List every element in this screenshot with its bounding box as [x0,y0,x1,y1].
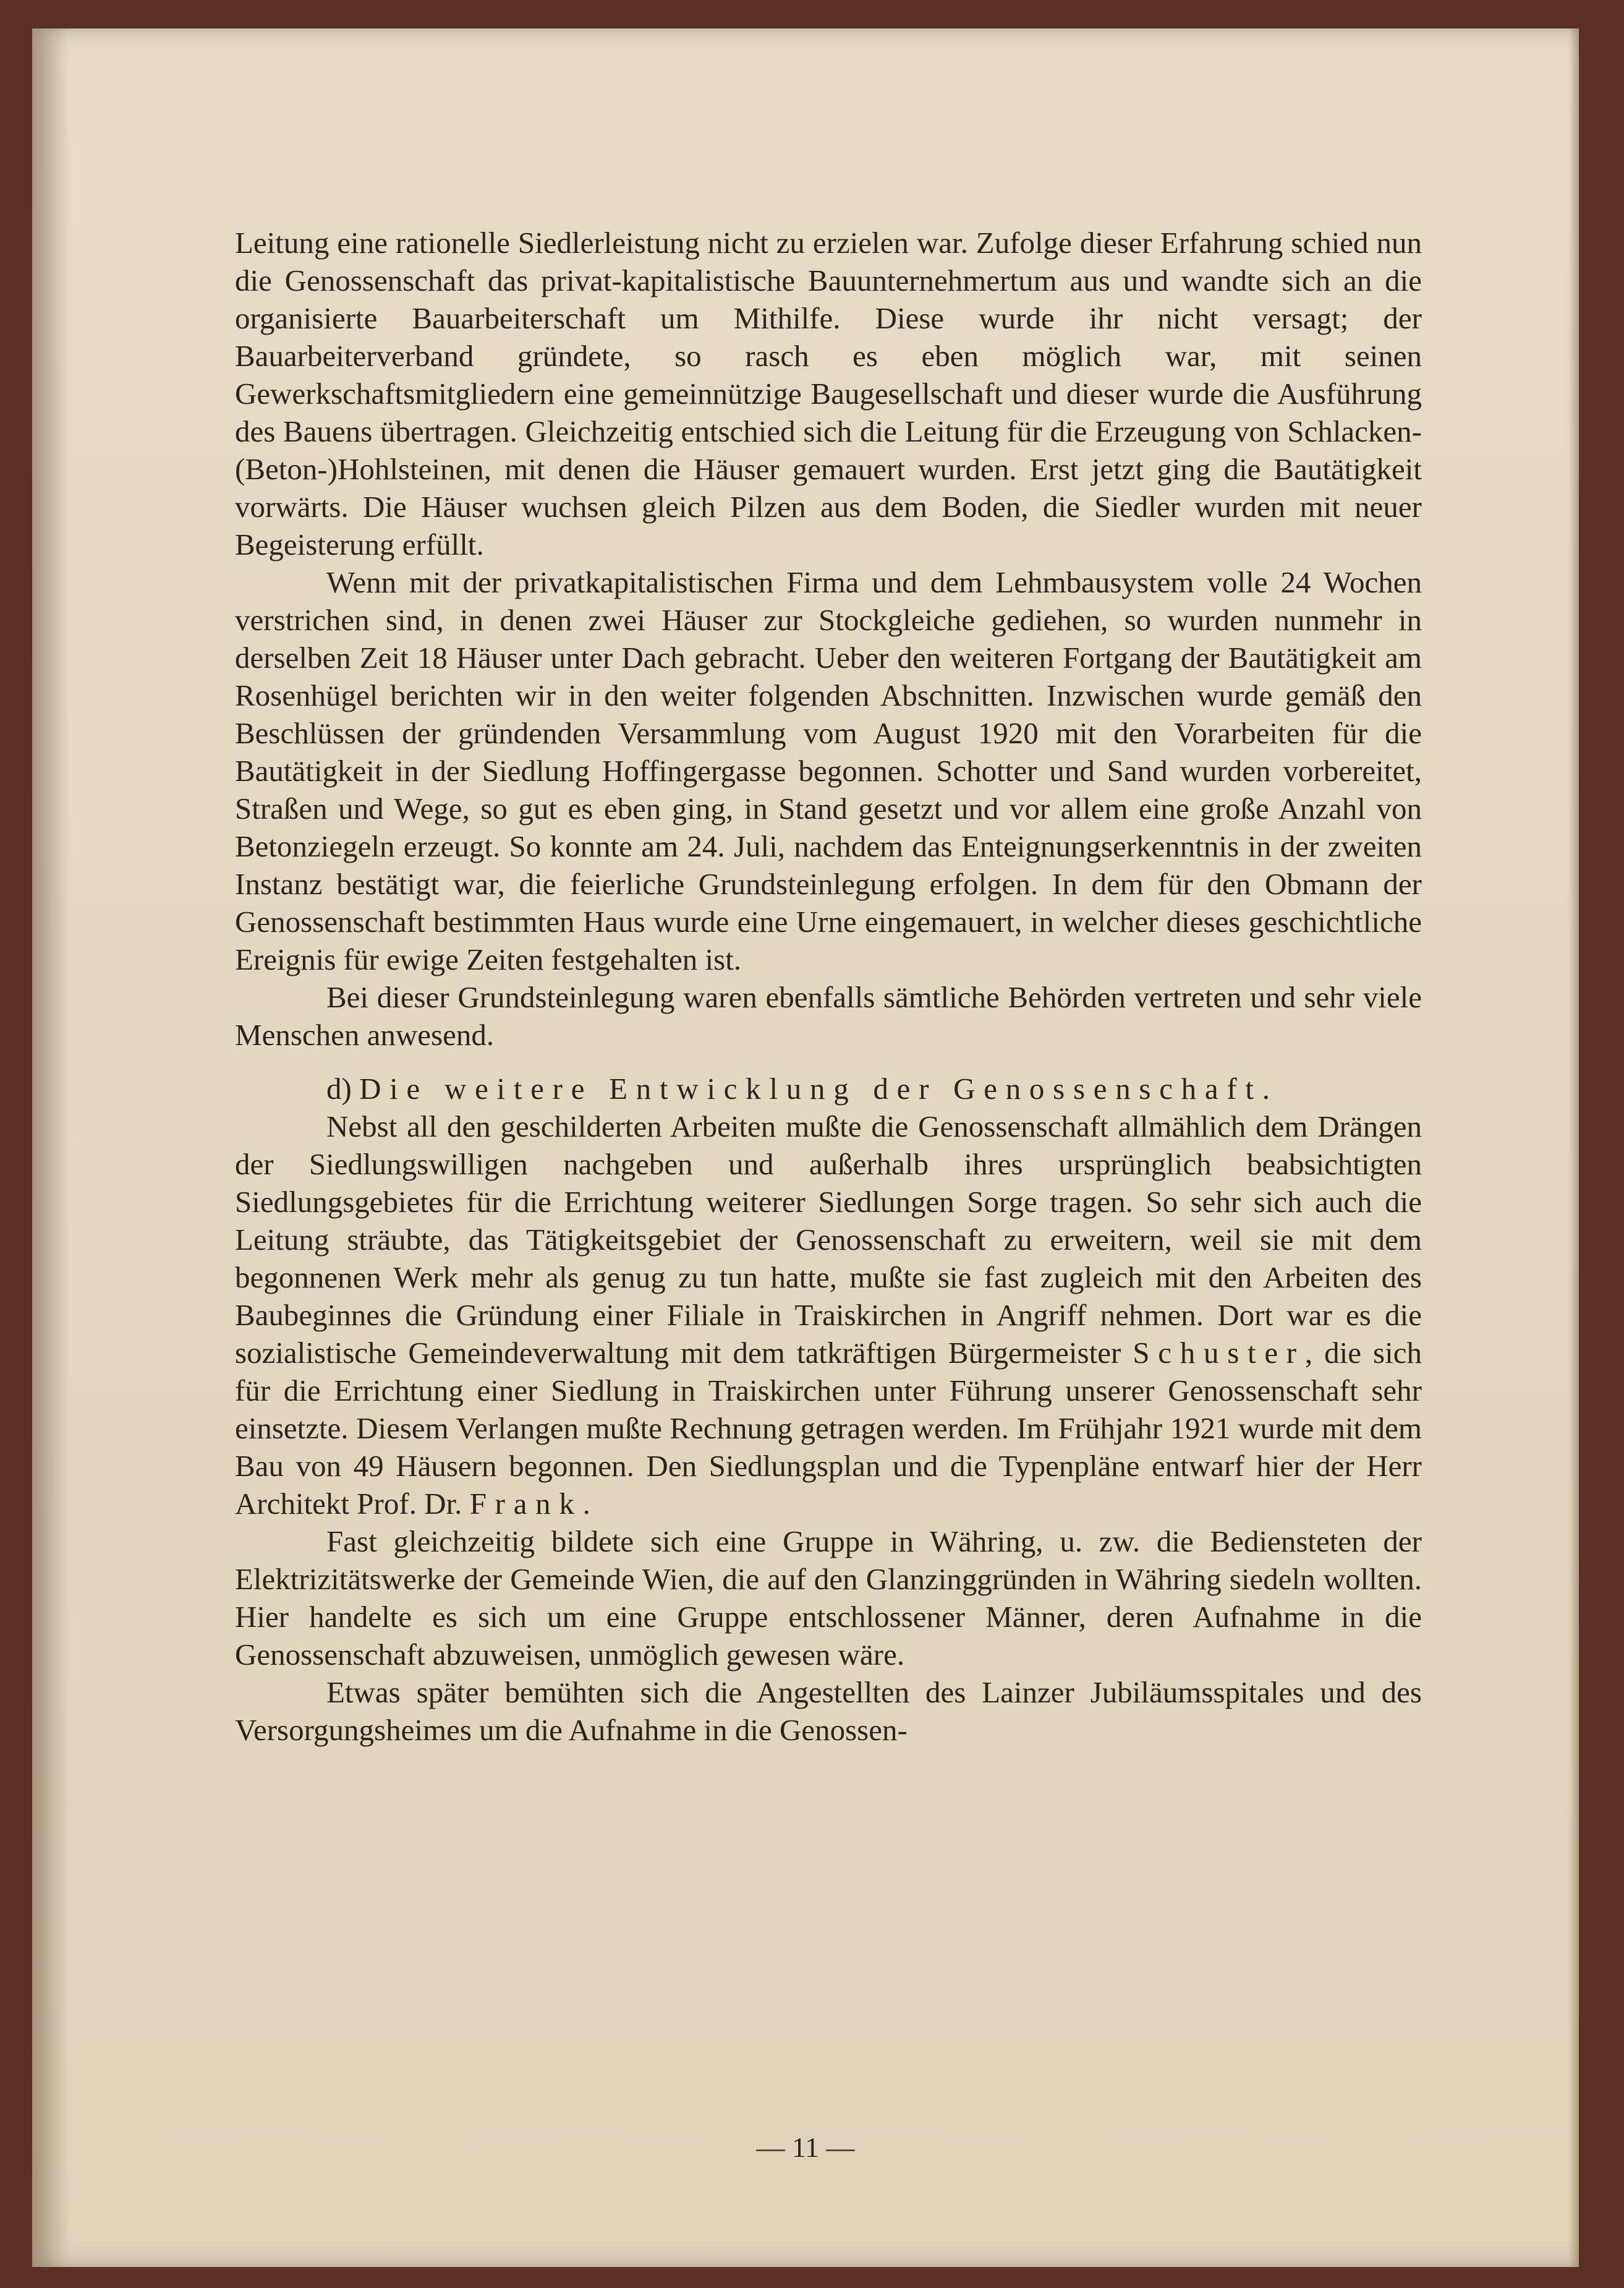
paragraph-4 [235,1108,1422,1522]
paragraph-4-part-2: , die sich für die Errichtung einer Siedlung in Traiskirchen unter Führung unserer Genossenschaft sehr einsetzte. Diesem Verlangen mußte Rechnung getragen werden. Im Frühjahr 1921 wurde mit dem Bau von 49 Häusern begonnen. Den Siedlungsplan und die Typenpläne entwarf hier der Herr Architekt Prof. Dr. [235,1336,1422,1521]
paragraph-2: Wenn mit der privatkapitalistischen Firma und dem Lehmbausystem volle 24 Wochen verstrichen sind, in denen zwei Häuser zur Stockgleiche gediehen, so wurden nunmehr in derselben Zeit 18 Häuser unter Dach gebracht. Ueber den weiteren Fortgang der Bautätigkeit am Rosenhügel berichten wir in den weiter folgenden Abschnitten. Inzwischen wurde gemäß den Beschlüssen der gründenden Versammlung vom August 1920 mit den Vorarbeiten für die Bautätigkeit in der Siedlung Hoffingergasse begonnen. Schotter und Sand wurden vorbereitet, Straßen und Wege, so gut es eben ging, in Stand gesetzt und vor allem eine große Anzahl von Betonziegeln erzeugt. So konnte am 24. Juli, nachdem das Enteignungserkenntnis in der zweiten Instanz bestätigt war, die feierliche Grundsteinlegung erfolgen. In dem für den Obmann der Genossenschaft bestimmten Haus wurde eine Urne eingemauert, in welcher dieses geschichtliche Ereignis für ewige Zeiten festgehalten ist. [235,565,1422,976]
name-schuster: Schuster [1133,1336,1305,1370]
book-page [32,28,1579,2267]
page-edge-shadow [1569,28,1579,2267]
name-frank: Frank [469,1487,583,1521]
paragraph-5: Fast gleichzeitig bildete sich eine Gruppe in Währing, u. zw. die Bediensteten der Elektrizitätswerke der Gemeinde Wien, die auf den Glanzinggründen in Währing siedeln wollten. Hier handelte es sich um eine Gruppe entschlossener Männer, deren Aufnahme in die Genossenschaft abzuweisen, unmöglich gewesen wäre. [235,1524,1422,1671]
paragraph-1: Leitung eine rationelle Siedlerleistung nicht zu erzielen war. Zufolge dieser Erfahrung schied nun die Genossenschaft das privat-kapitalistische Bauunternehmertum aus und wandte sich an die organisierte Bauarbeiterschaft um Mithilfe. Diese wurde ihr nicht versagt; der Bauarbeiterverband gründete, so rasch es eben möglich war, mit seinen Gewerkschaftsmitgliedern eine gemeinnützige Baugesellschaft und dieser wurde die Ausführung des Bauens übertragen. Gleichzeitig entschied sich die Leitung für die Erzeugung von Schlacken-(Beton-)Hohlsteinen, mit denen die Häuser gemauert wurden. Erst jetzt ging die Bautätigkeit vorwärts. Die Häuser wuchsen gleich Pilzen aus dem Boden, die Siedler wurden mit neuer Begeisterung erfüllt. [235,226,1422,561]
page-spine-shadow [32,28,69,2267]
section-heading [235,1070,1422,1108]
paragraph-3: Bei dieser Grundsteinlegung waren ebenfalls sämtliche Behörden vertreten und sehr viele Menschen anwesend. [235,980,1422,1052]
paragraph-6: Etwas später bemühten sich die Angestellten des Lainzer Jubiläumsspitales und des Versorgungsheimes um die Aufnahme in die Genossen- [235,1675,1422,1747]
section-heading-label: d) [326,1072,352,1106]
page-number: — 11 — [756,2132,855,2163]
paragraph-4-part-1: Nebst all den geschilderten Arbeiten mußte die Genossenschaft allmählich dem Drängen der Siedlungswilligen nachgeben und außerhalb ihres ursprünglich beabsichtigten Siedlungsgebietes für die Errichtung weiterer Siedlungen Sorge tragen. So sehr sich auch die Leitung sträubte, das Tätigkeitsgebiet der Genossenschaft zu erweitern, weil sie mit dem begonnenen Werk mehr als genug zu tun hatte, mußte sie fast zugleich mit den Arbeiten des Baubeginnes die Gründung einer Filiale in Traiskirchen in Angriff nehmen. Dort war es die sozialistische Gemeindeverwaltung mit dem tatkräftigen Bürgermeister [235,1109,1422,1370]
section-heading-title: Die weitere Entwicklung der Genossenschaft. [359,1072,1278,1106]
paragraph-4-end: . [582,1487,590,1521]
body-text [235,224,1422,1749]
